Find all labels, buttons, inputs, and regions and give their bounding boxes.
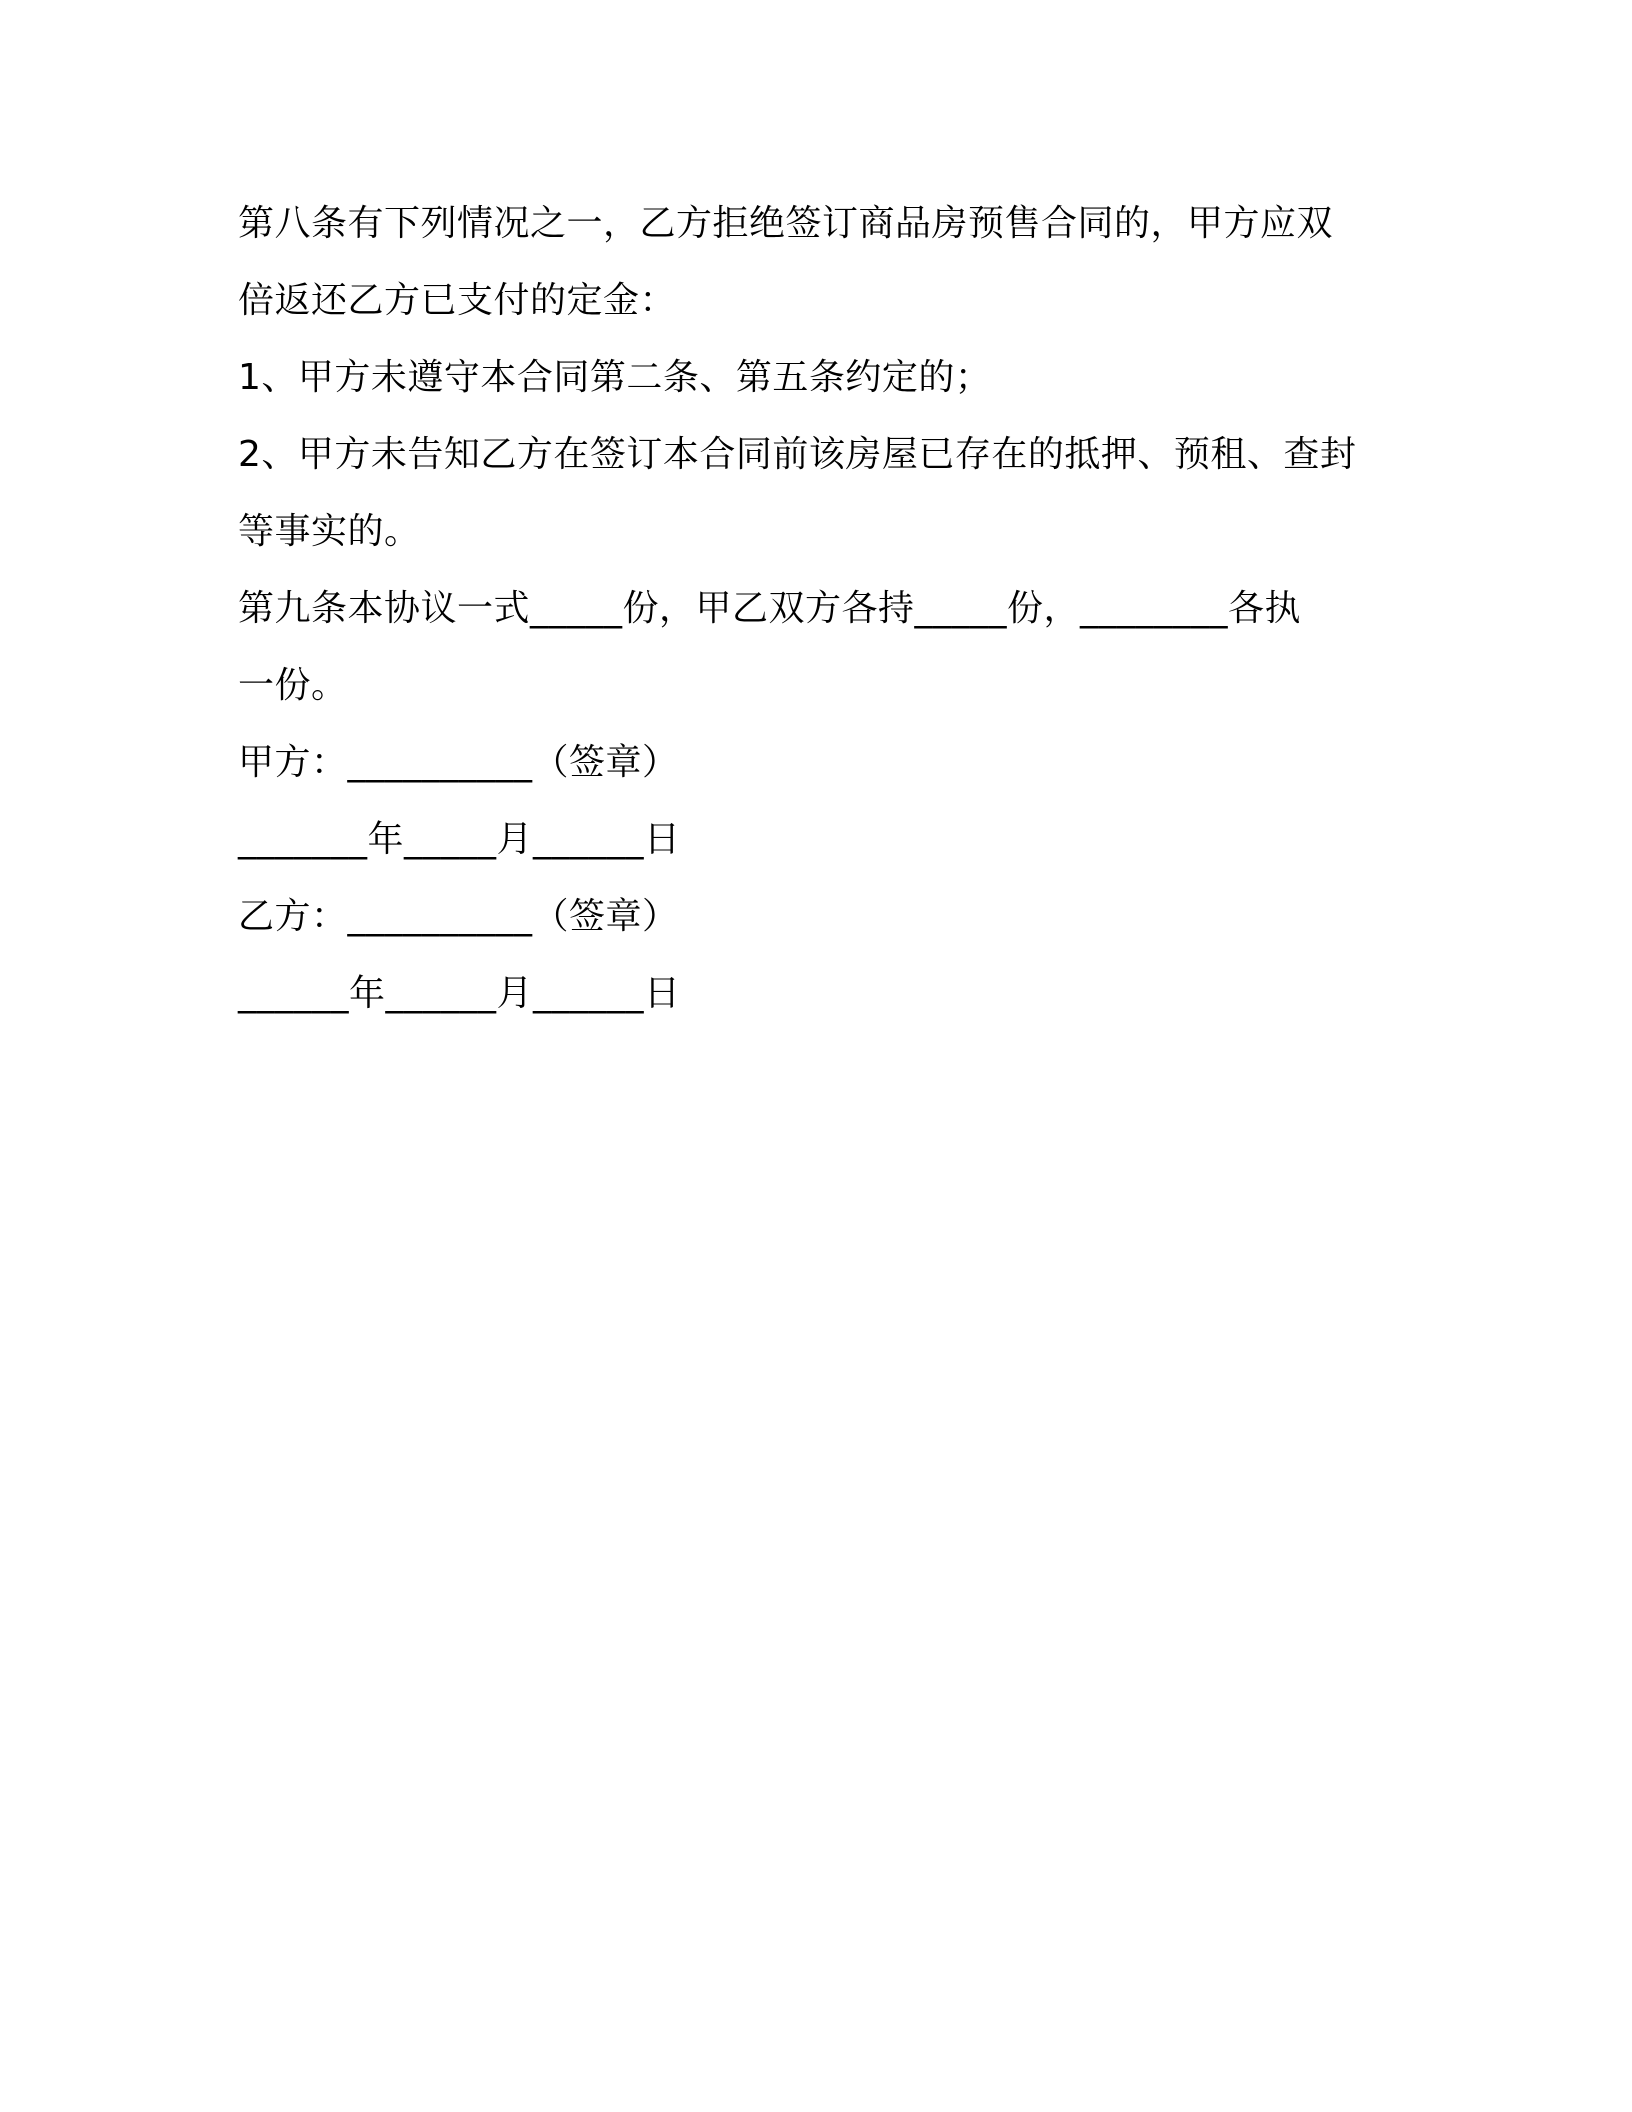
document-body [238, 185, 1388, 1032]
party-b-date: ______年______月______日 [238, 973, 681, 1014]
party-a-date: _______年_____月______日 [238, 819, 681, 860]
article-8-item-2-line-1: 2、甲方未告知乙方在签订本合同前该房屋已存在的抵押、预租、查封 [238, 434, 1357, 475]
party-b-signature: 乙方：__________（签章） [238, 896, 679, 937]
article-8-item-2-line-2: 等事实的。 [238, 511, 421, 552]
article-8-item-1: 1、甲方未遵守本合同第二条、第五条约定的； [238, 357, 992, 398]
article-9-line-2: 一份。 [238, 665, 348, 706]
article-8-line-1: 第八条有下列情况之一，乙方拒绝签订商品房预售合同的，甲方应双 [238, 203, 1334, 244]
article-9-line-1: 第九条本协议一式_____份，甲乙双方各持_____份，________各执 [238, 588, 1302, 629]
article-8-line-2: 倍返还乙方已支付的定金： [238, 280, 677, 321]
party-a-signature: 甲方：__________（签章） [238, 742, 679, 783]
